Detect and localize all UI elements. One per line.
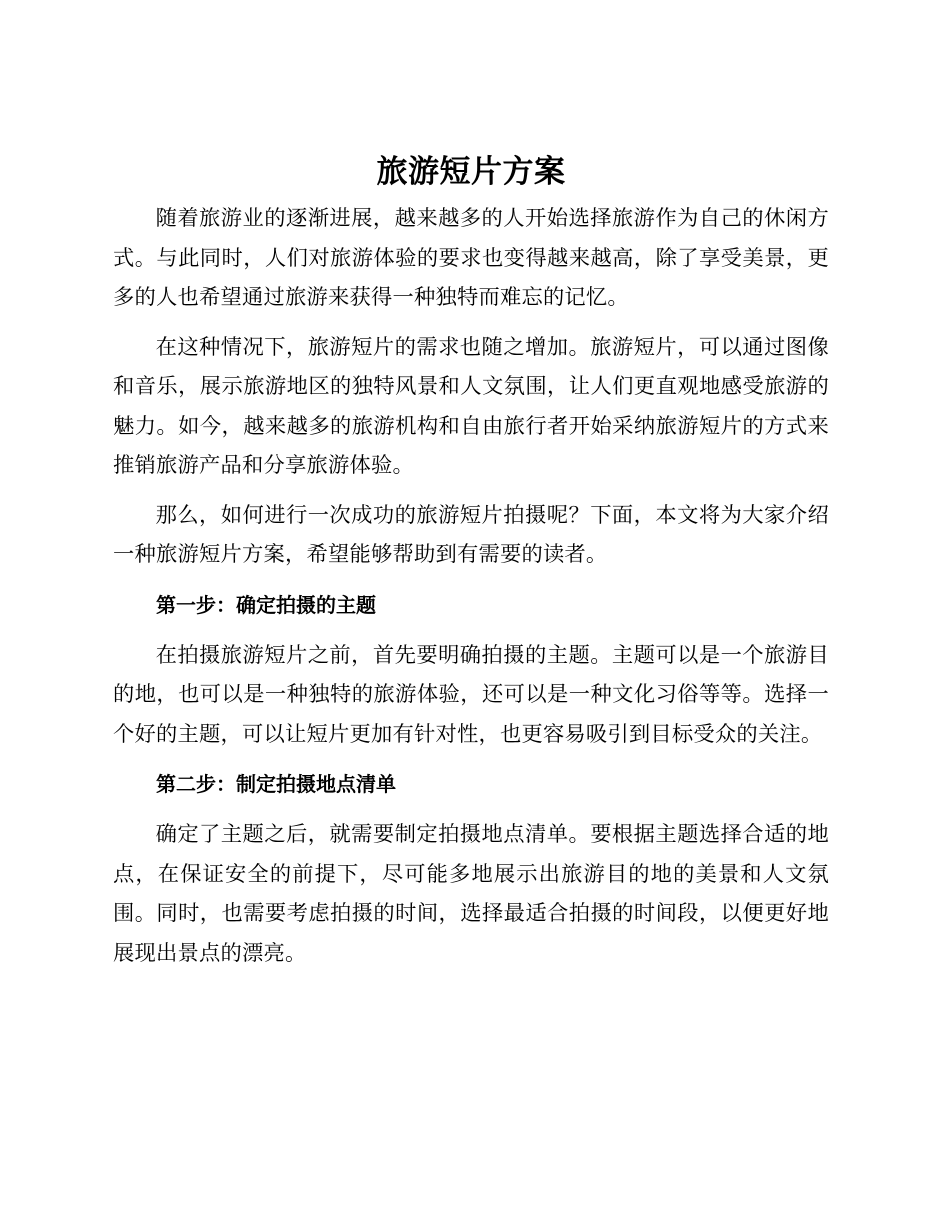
intro-paragraph-3: 那么，如何进行一次成功的旅游短片拍摄呢？下面，本文将为大家介绍一种旅游短片方案，希望能够帮助到有需要的读者。 <box>113 502 829 567</box>
step-1-paragraph: 在拍摄旅游短片之前，首先要明确拍摄的主题。主题可以是一个旅游目的地，也可以是一种独特的旅游体验，还可以是一种文化习俗等等。选择一个好的主题，可以让短片更加有针对性，也更容易吸引到目标受众的关注。 <box>113 642 829 747</box>
step-2-paragraph: 确定了主题之后，就需要制定拍摄地点清单。要根据主题选择合适的地点，在保证安全的前提下，尽可能多地展示出旅游目的地的美景和人文氛围。同时，也需要考虑拍摄的时间，选择最适合拍摄的时间段，以便更好地展现出景点的漂亮。 <box>113 822 829 966</box>
step-2-heading: 第二步：制定拍摄地点清单 <box>156 772 396 796</box>
step-1-heading: 第一步：确定拍摄的主题 <box>156 592 376 617</box>
intro-paragraph-1: 随着旅游业的逐渐进展，越来越多的人开始选择旅游作为自己的休闲方式。与此同时，人们对旅游体验的要求也变得越来越高，除了享受美景，更多的人也希望通过旅游来获得一种独特而难忘的记忆。 <box>113 206 829 310</box>
intro-paragraph-2: 在这种情况下，旅游短片的需求也随之增加。旅游短片，可以通过图像和音乐，展示旅游地区的独特风景和人文氛围，让人们更直观地感受旅游的魅力。如今，越来越多的旅游机构和自由旅行者开始采纳旅游短片的方式来推销旅游产品和分享旅游体验。 <box>113 334 829 478</box>
document-title: 旅游短片方案 <box>376 154 566 190</box>
document-body <box>113 148 829 983</box>
